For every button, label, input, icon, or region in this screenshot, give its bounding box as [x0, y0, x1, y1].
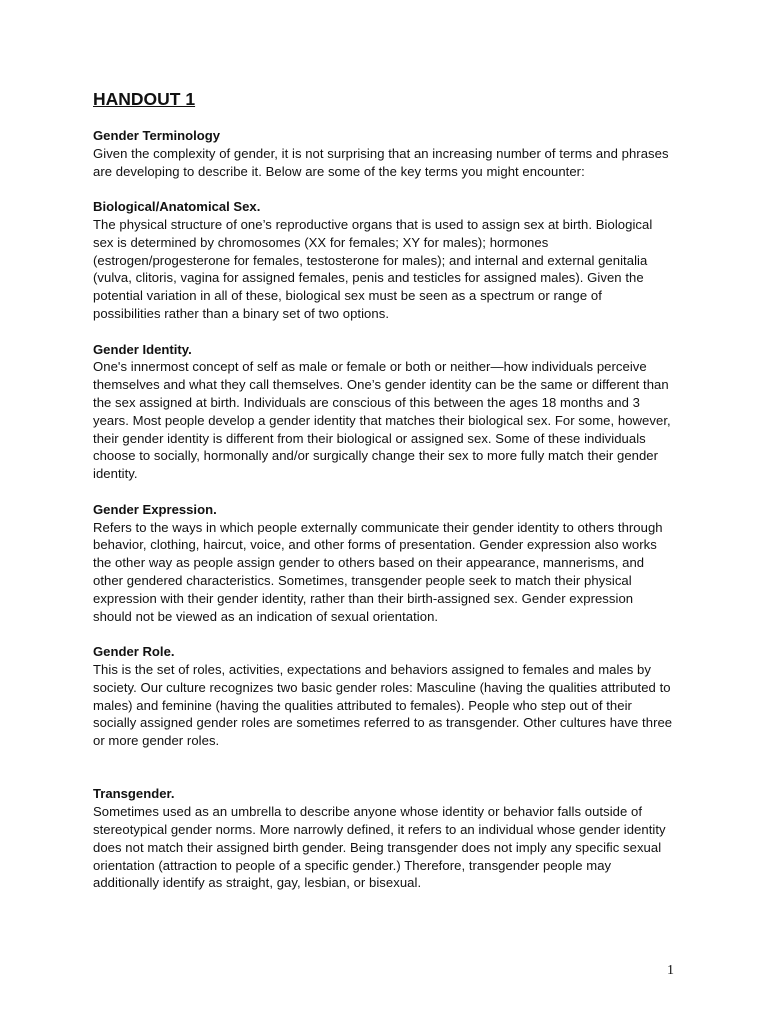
section-heading: Transgender. — [93, 786, 175, 802]
section-text: This is the set of roles, activities, expectations and behaviors assigned to females and males by society. Our culture recognizes two basic gender roles: Masculine (having the qualities attributed to males) and feminine (having the qualities attributed to females). People who step out of their socially assigned gender roles are sometimes referred to as transgender. Other cultures have three or more gender roles. — [93, 661, 673, 749]
section-biological-sex — [93, 198, 673, 323]
section-gender-identity — [93, 341, 673, 483]
section-text: Refers to the ways in which people externally communicate their gender identity to others through behavior, clothing, haircut, voice, and other forms of presentation. Gender expression also works the other way as people assign gender to others based on their appearance, mannerisms, and other gendered characteristics. Sometimes, transgender people seek to match their physical expression with their gender identity, rather than their birth-assigned sex. Gender expression should not be viewed as an indication of sexual orientation. — [93, 519, 663, 624]
section-heading: Gender Expression. — [93, 501, 217, 517]
page-number: 1 — [667, 963, 674, 978]
section-heading: Gender Terminology — [93, 128, 221, 143]
section-heading: Gender Role. — [93, 644, 175, 660]
section-transgender — [93, 785, 673, 892]
section-gender-terminology — [93, 127, 673, 180]
section-text: One's innermost concept of self as male or female or both or neither—how individuals perceive themselves and what they call themselves. One’s gender identity can be the same or different than the sex assigned at birth. Individuals are conscious of this between the ages 18 months and 3 years. Most people develop a gender identity that matches their biological sex. For some, however, their gender identity is different from their biological or assigned sex. Some of these individuals choose to socially, hormonally and/or surgically change their sex to more fully match their gender identity. — [93, 359, 671, 482]
section-gender-role — [93, 643, 673, 750]
page-title: HANDOUT 1 — [93, 89, 196, 109]
section-heading: Biological/Anatomical Sex. — [93, 199, 261, 215]
section-heading: Gender Identity. — [93, 341, 192, 357]
document-page — [93, 88, 673, 910]
section-gender-expression — [93, 501, 673, 626]
section-text: The physical structure of one’s reproductive organs that is used to assign sex at birth. Biological sex is determined by chromosomes (XX for females; XY for males); hormones (estrogen/progesterone for females, testosterone for males); and internal and external genitalia (vulva, clitoris, vagina for assigned females, penis and testicles for assigned males). Given the potential variation in all of these, biological sex must be seen as a spectrum or range of possibilities rather than a binary set of two options. — [93, 216, 653, 321]
section-text: Given the complexity of gender, it is not surprising that an increasing number of terms and phrases are developing to describe it. Below are some of the key terms you might encounter: — [93, 145, 669, 179]
section-text: Sometimes used as an umbrella to describe anyone whose identity or behavior falls outside of stereotypical gender norms. More narrowly defined, it refers to an individual whose gender identity does not match their assigned birth gender. Being transgender does not imply any specific sexual orientation (attraction to people of a specific gender.) Therefore, transgender people may additionally identify as straight, gay, lesbian, or bisexual. — [93, 804, 666, 891]
